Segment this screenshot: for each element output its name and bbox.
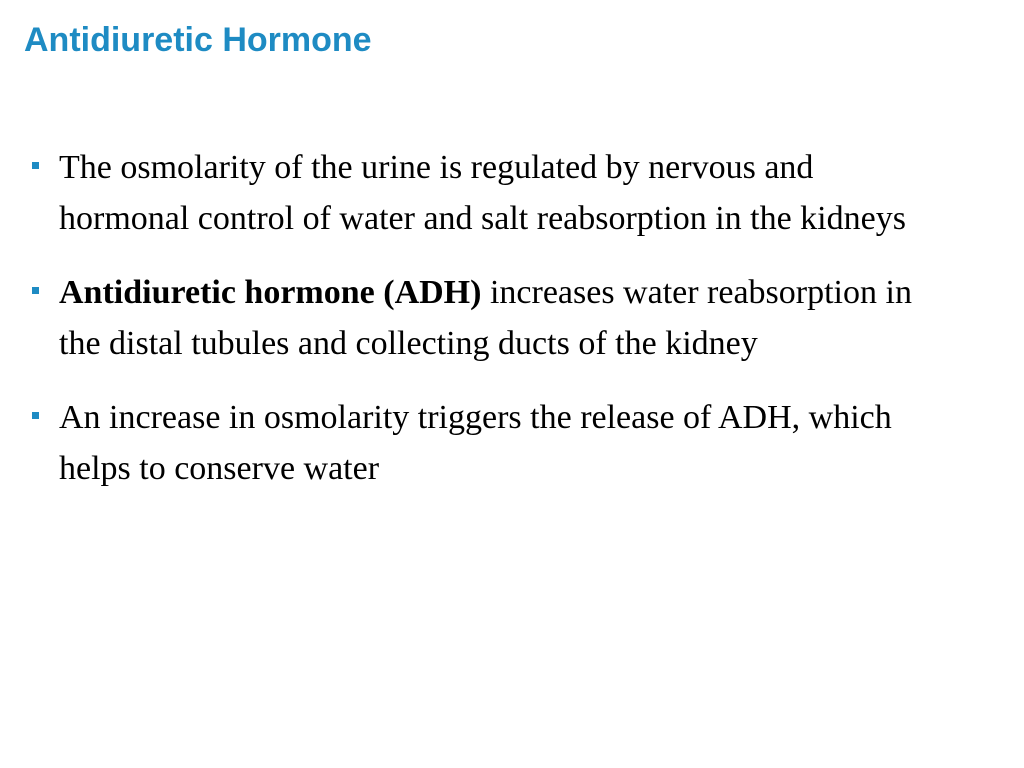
slide-title: Antidiuretic Hormone [24,21,372,59]
bullet-item [32,267,952,369]
bullet-text: An increase in osmolarity triggers the release of ADH, which helps to conserve water [59,399,892,487]
square-bullet-icon [32,412,39,419]
bullet-text: increases water reabsorption in the distal tubules and collecting ducts of the kidney [59,274,912,362]
bullet-item [32,142,952,244]
bullet-list [32,142,952,517]
square-bullet-icon [32,287,39,294]
square-bullet-icon [32,162,39,169]
bullet-text: The osmolarity of the urine is regulated by nervous and hormonal control of water and salt reabsorption in the kidneys [59,149,906,237]
bullet-bold-term: Antidiuretic hormone (ADH) [59,274,482,311]
bullet-item [32,392,952,494]
